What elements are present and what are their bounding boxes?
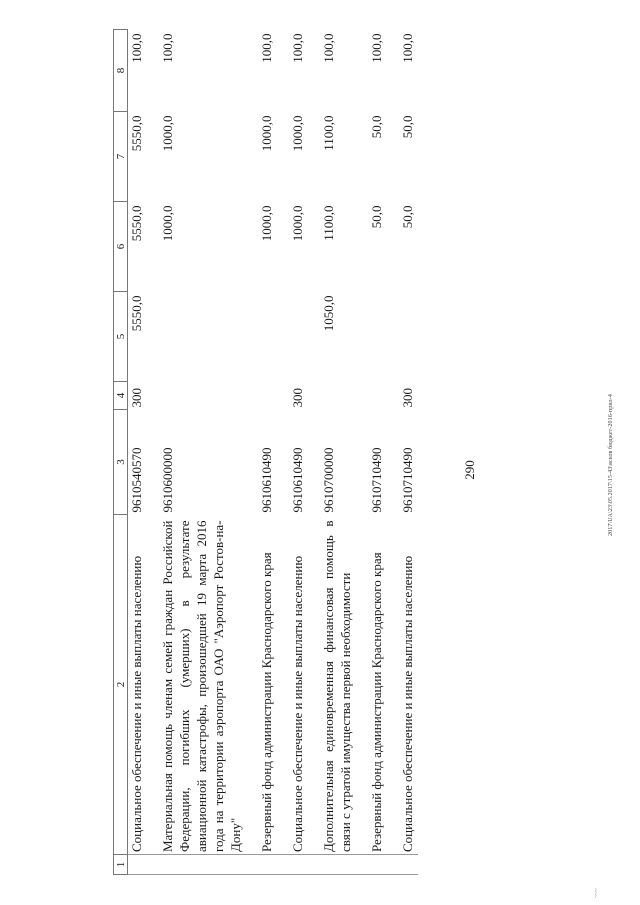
row-col5 — [289, 292, 308, 382]
row-kvr: 300 — [400, 388, 415, 408]
row-col7: 1100,0 — [321, 115, 336, 151]
row-description: Резервный фонд администрации Краснодарского края — [259, 552, 274, 852]
row-col8: 100,0 — [160, 33, 175, 63]
row-col8: 100,0 — [321, 33, 336, 63]
column-header: 2 — [114, 515, 128, 855]
row-spacer — [387, 30, 399, 875]
row-index-cell — [159, 855, 246, 875]
row-code: 9610710490 — [400, 447, 415, 513]
row-col6: 50,0 — [400, 205, 415, 229]
row-spacer — [246, 30, 258, 875]
column-header: 6 — [114, 202, 128, 292]
row-code: 9610600000 — [160, 447, 175, 513]
table-row — [159, 30, 246, 875]
column-header: 4 — [114, 382, 128, 410]
column-header: 7 — [114, 112, 128, 202]
row-code: 9610710490 — [369, 447, 384, 513]
row-kvr: 300 — [290, 388, 305, 408]
corner-mark: ~~~ — [594, 888, 600, 898]
row-index-cell — [289, 855, 308, 875]
row-index-cell — [320, 855, 356, 875]
row-description: Дополнительная единовременная финансовая помощь в связи с утратой имущества первой необходимости — [321, 520, 353, 852]
row-col6: 50,0 — [369, 205, 384, 229]
row-code: 9610610490 — [290, 447, 305, 513]
row-col7: 1000,0 — [290, 115, 305, 152]
page-number: 290 — [462, 460, 477, 480]
row-spacer — [147, 30, 159, 875]
table-row — [368, 30, 387, 875]
row-description: Материальная помощь членам семей граждан Российской Федерации, погибших (умерших) в результате авиационной катастрофы, произошедшей 19 марта 2016 года на территории аэропорта ОАО "Аэропорт Ростов-на-Дону" — [160, 520, 243, 852]
row-description: Резервный фонд администрации Краснодарского края — [369, 552, 384, 852]
row-code: 9610540570 — [129, 447, 144, 513]
row-col5 — [399, 292, 418, 382]
row-index-cell — [399, 855, 418, 875]
row-kvr — [159, 382, 246, 410]
row-col6: 1100,0 — [321, 205, 336, 241]
row-col6: 5550,0 — [129, 205, 144, 242]
column-header: 8 — [114, 30, 128, 112]
column-header: 3 — [114, 410, 128, 515]
table-header-row — [114, 30, 128, 875]
row-col7: 5550,0 — [129, 115, 144, 152]
row-kvr — [258, 382, 277, 410]
row-col6: 1000,0 — [290, 205, 305, 242]
row-col8: 100,0 — [129, 33, 144, 63]
table-row — [258, 30, 277, 875]
row-index-cell — [368, 855, 387, 875]
table-row — [320, 30, 356, 875]
row-col7: 1000,0 — [160, 115, 175, 152]
row-code: 9610610490 — [259, 447, 274, 513]
table-row — [128, 30, 148, 875]
row-col5 — [368, 292, 387, 382]
row-col8: 100,0 — [369, 33, 384, 63]
rotated-table-container — [113, 30, 640, 875]
row-spacer — [356, 30, 368, 875]
row-col6: 1000,0 — [259, 205, 274, 242]
budget-table — [113, 29, 418, 875]
row-spacer — [277, 30, 289, 875]
row-col6: 1000,0 — [160, 205, 175, 242]
row-code: 9610700000 — [321, 447, 336, 513]
column-header: 5 — [114, 292, 128, 382]
row-col5 — [159, 292, 246, 382]
row-kvr: 300 — [129, 388, 144, 408]
row-description: Социальное обеспечение и иные выплаты населению — [290, 555, 305, 852]
row-description: Социальное обеспечение и иные выплаты населению — [400, 555, 415, 852]
row-col5: 5550,0 — [129, 295, 144, 332]
row-col7: 50,0 — [369, 115, 384, 139]
row-col7: 1000,0 — [259, 115, 274, 152]
row-description: Социальное обеспечение и иные выплаты населению — [129, 555, 144, 852]
table-row — [399, 30, 418, 875]
row-col5: 1050,0 — [321, 295, 336, 332]
row-index-cell — [128, 855, 148, 875]
row-col8: 100,0 — [400, 33, 415, 63]
row-index-cell — [258, 855, 277, 875]
footer-file-path: 2017\UA\23\05.2017\15-43\всков бюджет-2016-прил-4 — [608, 394, 614, 536]
row-kvr — [368, 382, 387, 410]
row-spacer — [308, 30, 320, 875]
row-kvr — [320, 382, 356, 410]
row-col8: 100,0 — [290, 33, 305, 63]
column-header: 1 — [114, 855, 128, 875]
table-row — [289, 30, 308, 875]
row-col5 — [258, 292, 277, 382]
row-col8: 100,0 — [259, 33, 274, 63]
row-col7: 50,0 — [400, 115, 415, 139]
